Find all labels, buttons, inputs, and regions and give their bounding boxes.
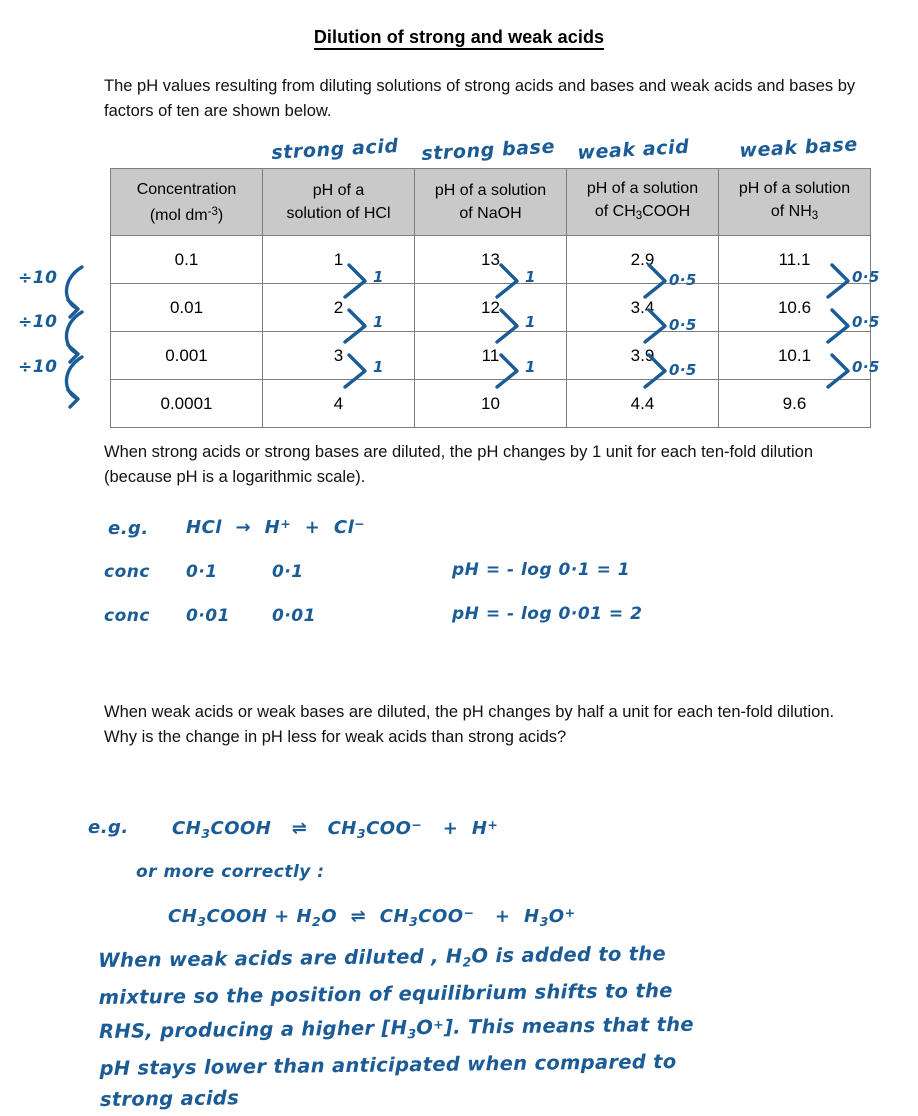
annotation-ethanoic-step-2: 0·5 (669, 316, 697, 334)
header-ammonia-line1: pH of a solution (738, 179, 851, 197)
annotation-ammonia-step-3: 0·5 (852, 358, 880, 376)
header-concentration-line1: Concentration (136, 180, 237, 198)
hw-weak2-ch-2-sub: 3 (409, 914, 419, 929)
header-concentration-exponent: -3 (207, 205, 218, 218)
cell-naoh: 10 (415, 380, 567, 428)
hw-weak-h: H (471, 818, 488, 839)
annotation-weak-base-label: weak base (738, 133, 859, 162)
hw-weak2-plus: + (494, 906, 511, 927)
hw-weak-equation-full (168, 905, 576, 929)
hw-weak2-cooh-water: COOH + H (206, 906, 313, 927)
annotation-naoh-step-1: 1 (525, 268, 536, 286)
hw-weak2-ch: CH (168, 906, 198, 927)
hw-weak2-h-sub: 3 (539, 914, 549, 929)
hw-weak2-o-charge: + (564, 905, 576, 920)
annotation-strong-acid-label: strong acid (270, 134, 400, 164)
hw-weak2-ch-sub: 3 (197, 914, 207, 929)
hw-answer-line1b: O is added to the (471, 942, 667, 968)
header-ammonia-line2a: of NH (770, 202, 812, 220)
hw-weak-plus: + (442, 818, 459, 839)
header-ethanoic-subscript: 3 (635, 209, 643, 222)
hw-conc-value-2b: 0·01 (272, 606, 316, 626)
header-ethanoic-line2b: COOH (642, 202, 691, 220)
cell-ethanoic: 4.4 (567, 380, 719, 428)
annotation-naoh-step-3: 1 (525, 358, 536, 376)
annotation-divide-by-ten-2: ÷10 (18, 312, 58, 332)
annotation-strong-base-label: strong base (420, 135, 556, 165)
hw-weak-coo: COO (366, 818, 412, 839)
hw-weak2-water-sub: 2 (312, 914, 322, 929)
annotation-ethanoic-step-3: 0·5 (669, 361, 697, 379)
hw-answer-line-5: strong acids (99, 1086, 240, 1111)
cell-concentration: 0.1 (111, 236, 263, 284)
cell-naoh: 12 (415, 284, 567, 332)
header-naoh-line2: of NaOH (459, 205, 522, 222)
hw-ph-calc-2: pH = - log 0·01 = 2 (452, 604, 643, 624)
hw-answer-line3b: O (416, 1015, 434, 1040)
cell-naoh: 13 (415, 236, 567, 284)
hw-answer-line3a: RHS, producing a higher [H (98, 1016, 408, 1043)
hw-ph-calc-1: pH = - log 0·1 = 1 (452, 560, 631, 580)
annotation-hcl-step-1: 1 (373, 268, 384, 286)
hw-weak-ch-2-sub: 3 (356, 826, 367, 841)
annotation-weak-acid-label: weak acid (576, 135, 690, 164)
cell-ethanoic: 3.4 (567, 284, 719, 332)
cell-hcl: 2 (263, 284, 415, 332)
hw-conc-label-2: conc (104, 606, 150, 626)
cell-ethanoic: 2.9 (567, 236, 719, 284)
hw-answer-line3-sub: 3 (407, 1026, 417, 1042)
hw-answer-line3-charge: + (433, 1016, 445, 1032)
annotation-ammonia-step-2: 0·5 (852, 313, 880, 331)
cell-ammonia: 9.6 (719, 380, 871, 428)
intro-paragraph: The pH values resulting from diluting solutions of strong acids and bases and weak acids and bases by factors of ten are shown below. (104, 77, 856, 120)
cell-concentration: 0.001 (111, 332, 263, 380)
hw-weak-ch: CH (172, 818, 202, 839)
hw-strong-reactant: HCl (186, 517, 222, 538)
hw-strong-product-cl: Cl (333, 517, 355, 538)
hw-strong-product-cl-charge: − (354, 516, 366, 531)
annotation-ethanoic-step-1: 0·5 (669, 271, 697, 289)
hw-strong-eg-label: e.g. (108, 518, 149, 539)
hw-weak2-ch-2: CH (379, 906, 410, 927)
header-hcl-line1: pH of a (312, 182, 365, 199)
hw-strong-product-h-charge: + (280, 516, 292, 531)
hw-weak2-coo-charge: − (463, 905, 475, 920)
cell-ammonia: 10.6 (719, 284, 871, 332)
hw-conc-value-1a: 0·1 (186, 562, 218, 582)
hw-more-correctly-label: or more correctly : (136, 862, 325, 882)
hw-conc-value-1b: 0·1 (272, 562, 304, 582)
header-concentration-unit: (mol dm (149, 206, 208, 224)
hw-strong-equation (186, 516, 365, 538)
header-ammonia-subscript: 3 (811, 209, 819, 222)
hw-strong-arrow-icon: → (235, 517, 252, 538)
page-title-text: Dilution of strong and weak acids (314, 27, 604, 50)
hw-answer-paragraph (98, 936, 800, 1115)
hw-weak-coo-charge: − (411, 817, 423, 832)
hw-strong-product-h: H (264, 517, 281, 538)
hw-answer-line1-sub: 2 (462, 954, 472, 970)
hw-weak-equilibrium-arrow-icon: ⇌ (291, 818, 308, 839)
weak-acid-question: When weak acids or weak bases are diluted, the pH changes by half a unit for each ten-fold dilution. Why is the change in pH less for weak acids than strong acids? (104, 703, 835, 746)
hw-weak2-water-o: O (321, 906, 338, 927)
cell-ammonia: 10.1 (719, 332, 871, 380)
annotation-divide-by-ten-1: ÷10 (18, 268, 58, 288)
header-naoh-line1: pH of a solution (434, 182, 547, 199)
cell-hcl: 3 (263, 332, 415, 380)
annotation-hcl-step-2: 1 (373, 313, 384, 331)
hw-weak-ch-2: CH (327, 818, 357, 839)
strong-acid-explanation: When strong acids or strong bases are diluted, the pH changes by 1 unit for each ten-fold dilution (because pH is a logarithmic scale). (104, 443, 814, 486)
header-concentration-paren: ) (217, 206, 224, 224)
hw-weak2-o: O (548, 906, 565, 927)
header-ethanoic-line1: pH of a solution (586, 179, 699, 197)
annotation-ammonia-step-1: 0·5 (852, 268, 880, 286)
hw-strong-plus: + (304, 517, 321, 538)
header-hcl-line2: solution of HCl (286, 205, 391, 222)
hw-conc-value-2a: 0·01 (186, 606, 230, 626)
cell-ethanoic: 3.9 (567, 332, 719, 380)
header-ethanoic-line2a: of CH (594, 202, 636, 220)
annotation-naoh-step-2: 1 (525, 313, 536, 331)
hw-answer-line-4: pH stays lower than anticipated when compared to (99, 1049, 677, 1080)
hw-weak-equation-simple (172, 817, 498, 841)
hw-weak2-equilibrium-arrow-icon: ⇌ (350, 906, 367, 927)
hw-conc-label-1: conc (104, 562, 150, 582)
hw-answer-line3c: ]. This means that the (443, 1012, 694, 1039)
hw-weak-h-charge: + (487, 817, 499, 832)
hw-weak-cooh: COOH (210, 818, 272, 839)
annotation-divide-by-ten-3: ÷10 (18, 357, 58, 377)
hw-weak-ch-sub: 3 (201, 826, 211, 841)
cell-naoh: 11 (415, 332, 567, 380)
hw-weak-eg-label: e.g. (88, 817, 129, 838)
annotation-hcl-step-3: 1 (373, 358, 384, 376)
hw-weak2-coo: COO (418, 906, 464, 927)
cell-concentration: 0.0001 (111, 380, 263, 428)
hw-answer-line-2: mixture so the position of equilibrium shifts to the (98, 978, 673, 1009)
cell-ammonia: 11.1 (719, 236, 871, 284)
cell-hcl: 4 (263, 380, 415, 428)
cell-concentration: 0.01 (111, 284, 263, 332)
hw-weak2-h: H (524, 906, 540, 927)
cell-hcl: 1 (263, 236, 415, 284)
hw-answer-line1a: When weak acids are diluted , H (98, 944, 463, 972)
